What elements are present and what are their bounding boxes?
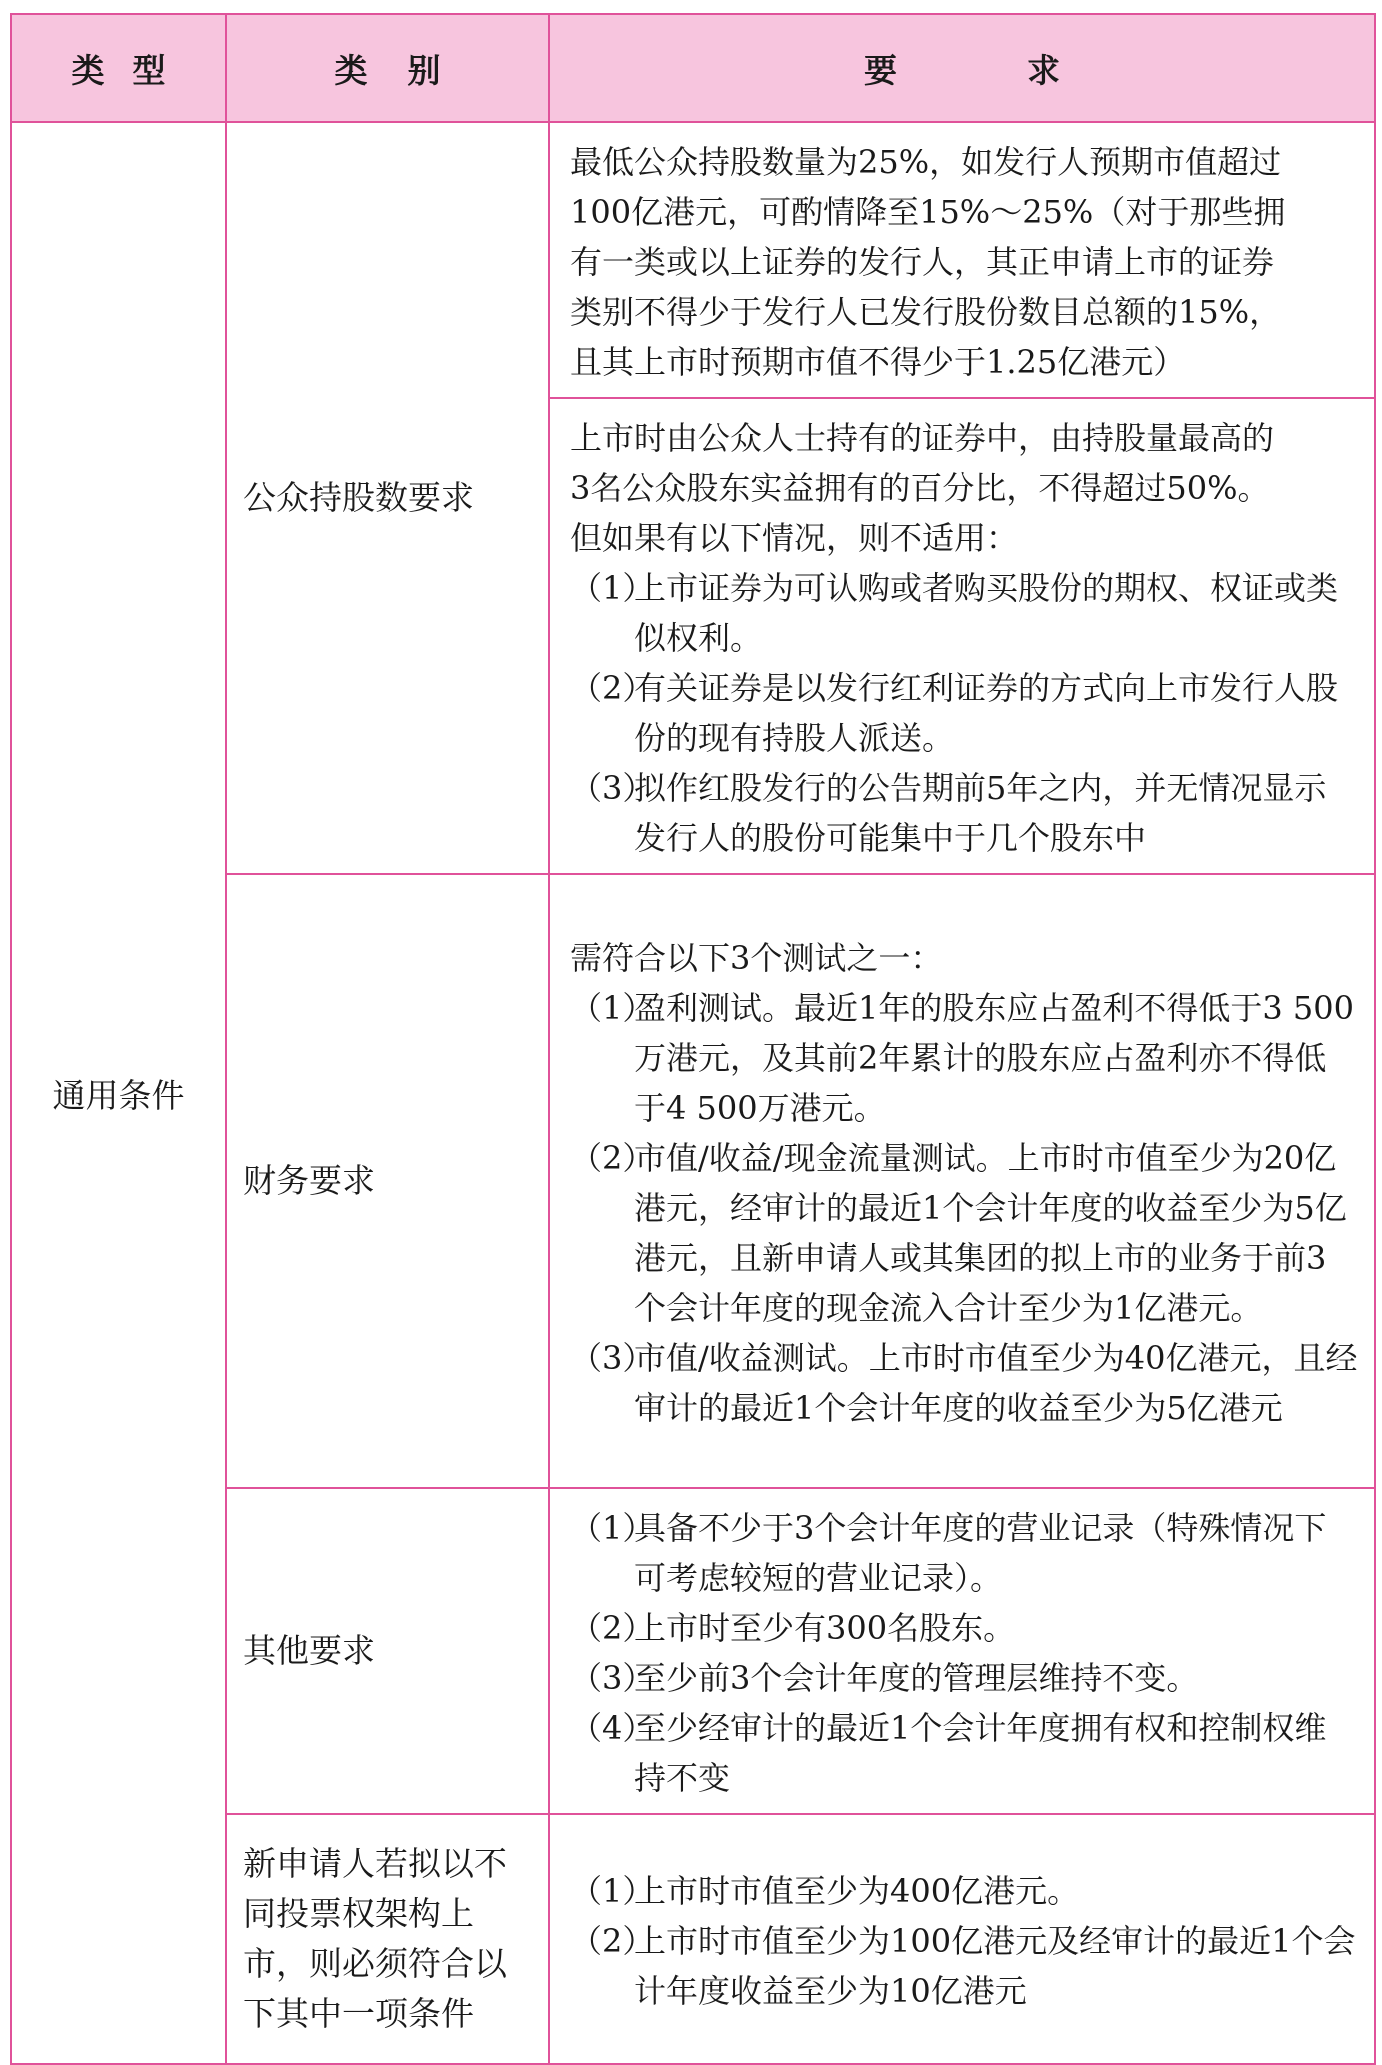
text-line: 且其上市时预期市值不得少于1.25亿港元）: [570, 343, 1186, 381]
text-line: 需符合以下3个测试之一：: [570, 939, 943, 977]
requirements-table: [10, 13, 1376, 2065]
type-cell: 通用条件: [11, 122, 226, 2064]
category-cell: 公众持股数要求: [226, 122, 549, 874]
category-cell: 新申请人若拟以不同投票权架构上市，则必须符合以下其中一项条件: [226, 1814, 549, 2064]
list-item: （1）上市证券为可认购或者购买股份的期权、权证或类似权利。: [570, 569, 1339, 657]
list-item: （4）至少经审计的最近1个会计年度拥有权和控制权维持不变: [570, 1709, 1327, 1797]
list-item: （1）上市时市值至少为400亿港元。: [570, 1872, 1080, 1910]
list-item: （2）上市时至少有300名股东。: [570, 1609, 1016, 1647]
text-line: 有一类或以上证券的发行人，其正申请上市的证券: [570, 243, 1275, 281]
list-item: （2）上市时市值至少为100亿港元及经审计的最近1个会计年度收益至少为10亿港元: [570, 1922, 1356, 2010]
text-line: 上市时由公众人士持有的证券中，由持股量最高的: [570, 419, 1275, 457]
text-line: 但如果有以下情况，则不适用：: [570, 519, 1019, 557]
requirement-cell: [549, 1488, 1375, 1814]
list-item: （1）具备不少于3个会计年度的营业记录（特殊情况下可考虑较短的营业记录）。: [570, 1509, 1327, 1597]
list-item: （1）盈利测试。最近1年的股东应占盈利不得低于3 500万港元，及其前2年累计的股东应占盈利亦不得低于4 500万港元。: [570, 989, 1354, 1127]
list-item: （3）至少前3个会计年度的管理层维持不变。: [570, 1659, 1199, 1697]
text-line: 100亿港元，可酌情降至15%～25%（对于那些拥: [570, 193, 1286, 231]
text-line: 最低公众持股数量为25%，如发行人预期市值超过: [570, 143, 1282, 181]
header-type: 类型: [11, 14, 226, 122]
list-item: （2）有关证券是以发行红利证券的方式向上市发行人股份的现有持股人派送。: [570, 669, 1339, 757]
requirement-cell: [549, 874, 1375, 1488]
text-line: 类别不得少于发行人已发行股份数目总额的15%，: [570, 293, 1282, 331]
category-cell: 财务要求: [226, 874, 549, 1488]
list-item: （2）市值/收益/现金流量测试。上市时市值至少为20亿港元，经审计的最近1个会计年度的收益至少为5亿港元，且新申请人或其集团的拟上市的业务于前3个会计年度的现金流入合计至少为1亿港元。: [570, 1139, 1347, 1327]
header-category: 类别: [226, 14, 549, 122]
list-item: （3）市值/收益测试。上市时市值至少为40亿港元，且经审计的最近1个会计年度的收益至少为5亿港元: [570, 1339, 1358, 1427]
header-requirement: 要求: [549, 14, 1375, 122]
requirement-cell: [549, 398, 1375, 874]
list-item: （3）拟作红股发行的公告期前5年之内，并无情况显示发行人的股份可能集中于几个股东中: [570, 769, 1327, 857]
table-row: [11, 122, 1375, 398]
header-row: [11, 14, 1375, 122]
text-line: 3名公众股东实益拥有的百分比，不得超过50%。: [570, 469, 1270, 507]
requirement-cell: [549, 1814, 1375, 2064]
category-cell: 其他要求: [226, 1488, 549, 1814]
requirement-cell: [549, 122, 1375, 398]
